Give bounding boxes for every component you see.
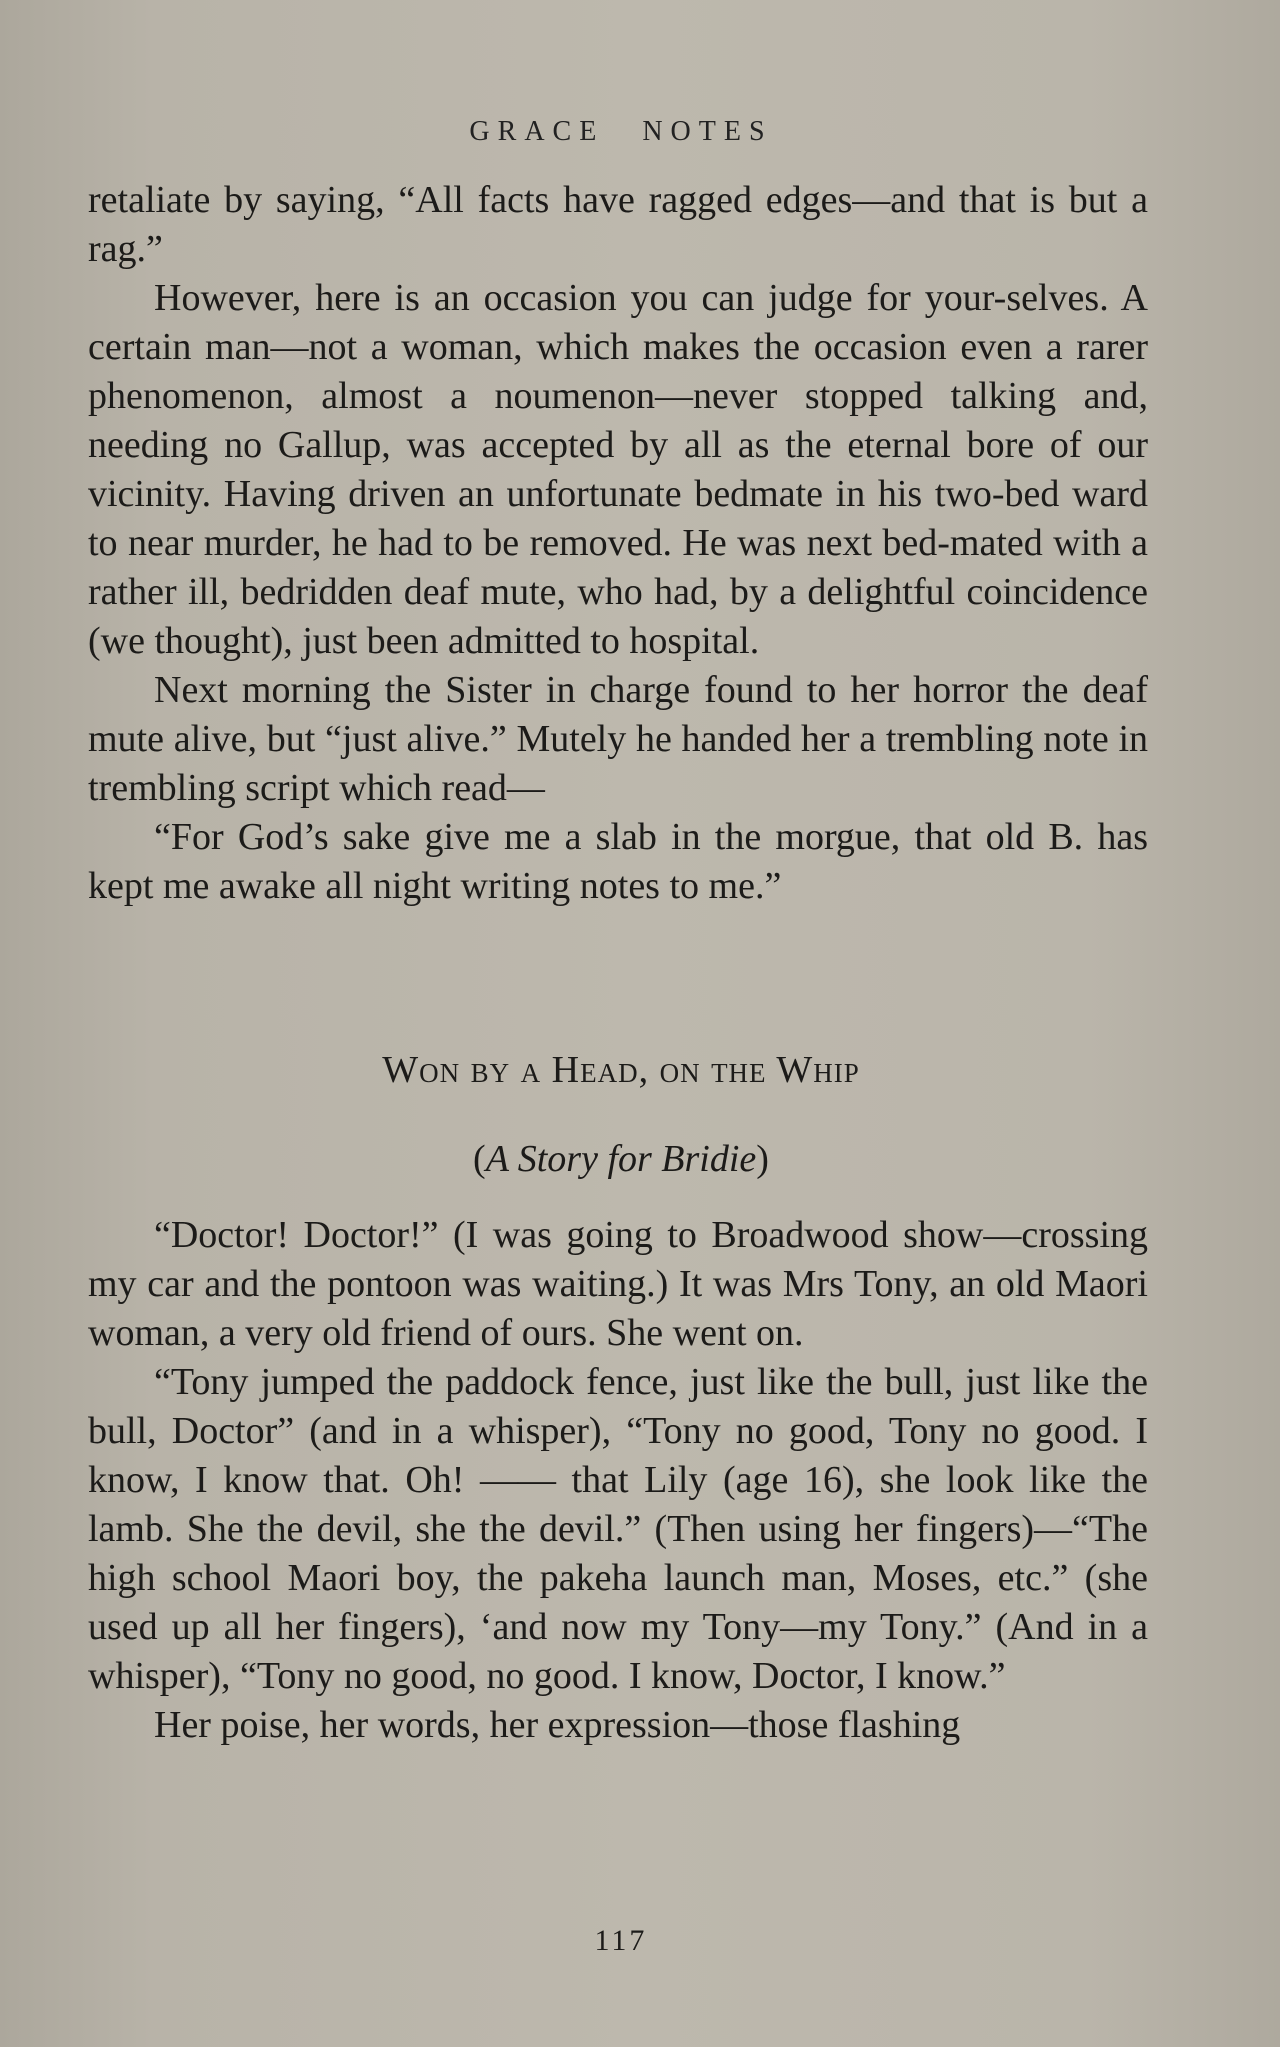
subtitle-open-paren: ( [473, 1138, 486, 1180]
paragraph: Next morning the Sister in charge found to her horror the deaf mute alive, but “just alive.” Mutely he handed her a trembling note in trembling script which read— [88, 669, 1148, 809]
paragraph: “Tony jumped the paddock fence, just like the bull, just like the bull, Doctor” (and in a whisper), “Tony no good, Tony no good. I know, I know that. Oh! —— that Lily (age 16), she look like the lamb. She the devil, she the devil.” (Then using her fingers)—“The high school Maori boy, the pakeha launch man, Moses, etc.” (she used up all her fingers), ‘and now my Tony—my Tony.” (And in a whisper), “Tony no good, no good. I know, Doctor, I know.” [88, 1361, 1148, 1697]
subtitle-close-paren: ) [756, 1138, 769, 1180]
first-section-body [88, 176, 1148, 911]
paragraph: However, here is an occasion you can judge for your-selves. A certain man—not a woman, which makes the occasion even a rarer phenomenon, almost a noumenon—never stopped talking and, needing no Gallup, was accepted by all as the eternal bore of our vicinity. Having driven an unfortunate bedmate in his two-bed ward to near murder, he had to be removed. He was next bed-mated with a rather ill, bedridden deaf mute, who had, by a delightful coincidence (we thought), just been admitted to hospital. [88, 277, 1148, 662]
paragraph: Her poise, her words, her expression—those flashing [154, 1704, 961, 1746]
second-section-body [88, 1211, 1148, 1750]
paragraph: “For God’s sake give me a slab in the morgue, that old B. has kept me awake all night writing notes to me.” [88, 816, 1148, 907]
subtitle-text: A Story for Bridie [485, 1138, 757, 1180]
running-head [0, 116, 1242, 148]
section-title: Won by a Head, on the Whip [382, 1049, 860, 1091]
paragraph: retaliate by saying, “All facts have ragged edges—and that is but a rag.” [88, 179, 1148, 270]
paragraph: “Doctor! Doctor!” (I was going to Broadwood show—crossing my car and the pontoon was waiting.) It was Mrs Tony, an old Maori woman, a very old friend of ours. She went on. [88, 1214, 1148, 1354]
running-head-word-1: GRACE [469, 116, 605, 147]
running-head-word-2: NOTES [642, 116, 773, 147]
section-subtitle [0, 1137, 1242, 1181]
page-number: 117 [594, 1924, 648, 1957]
